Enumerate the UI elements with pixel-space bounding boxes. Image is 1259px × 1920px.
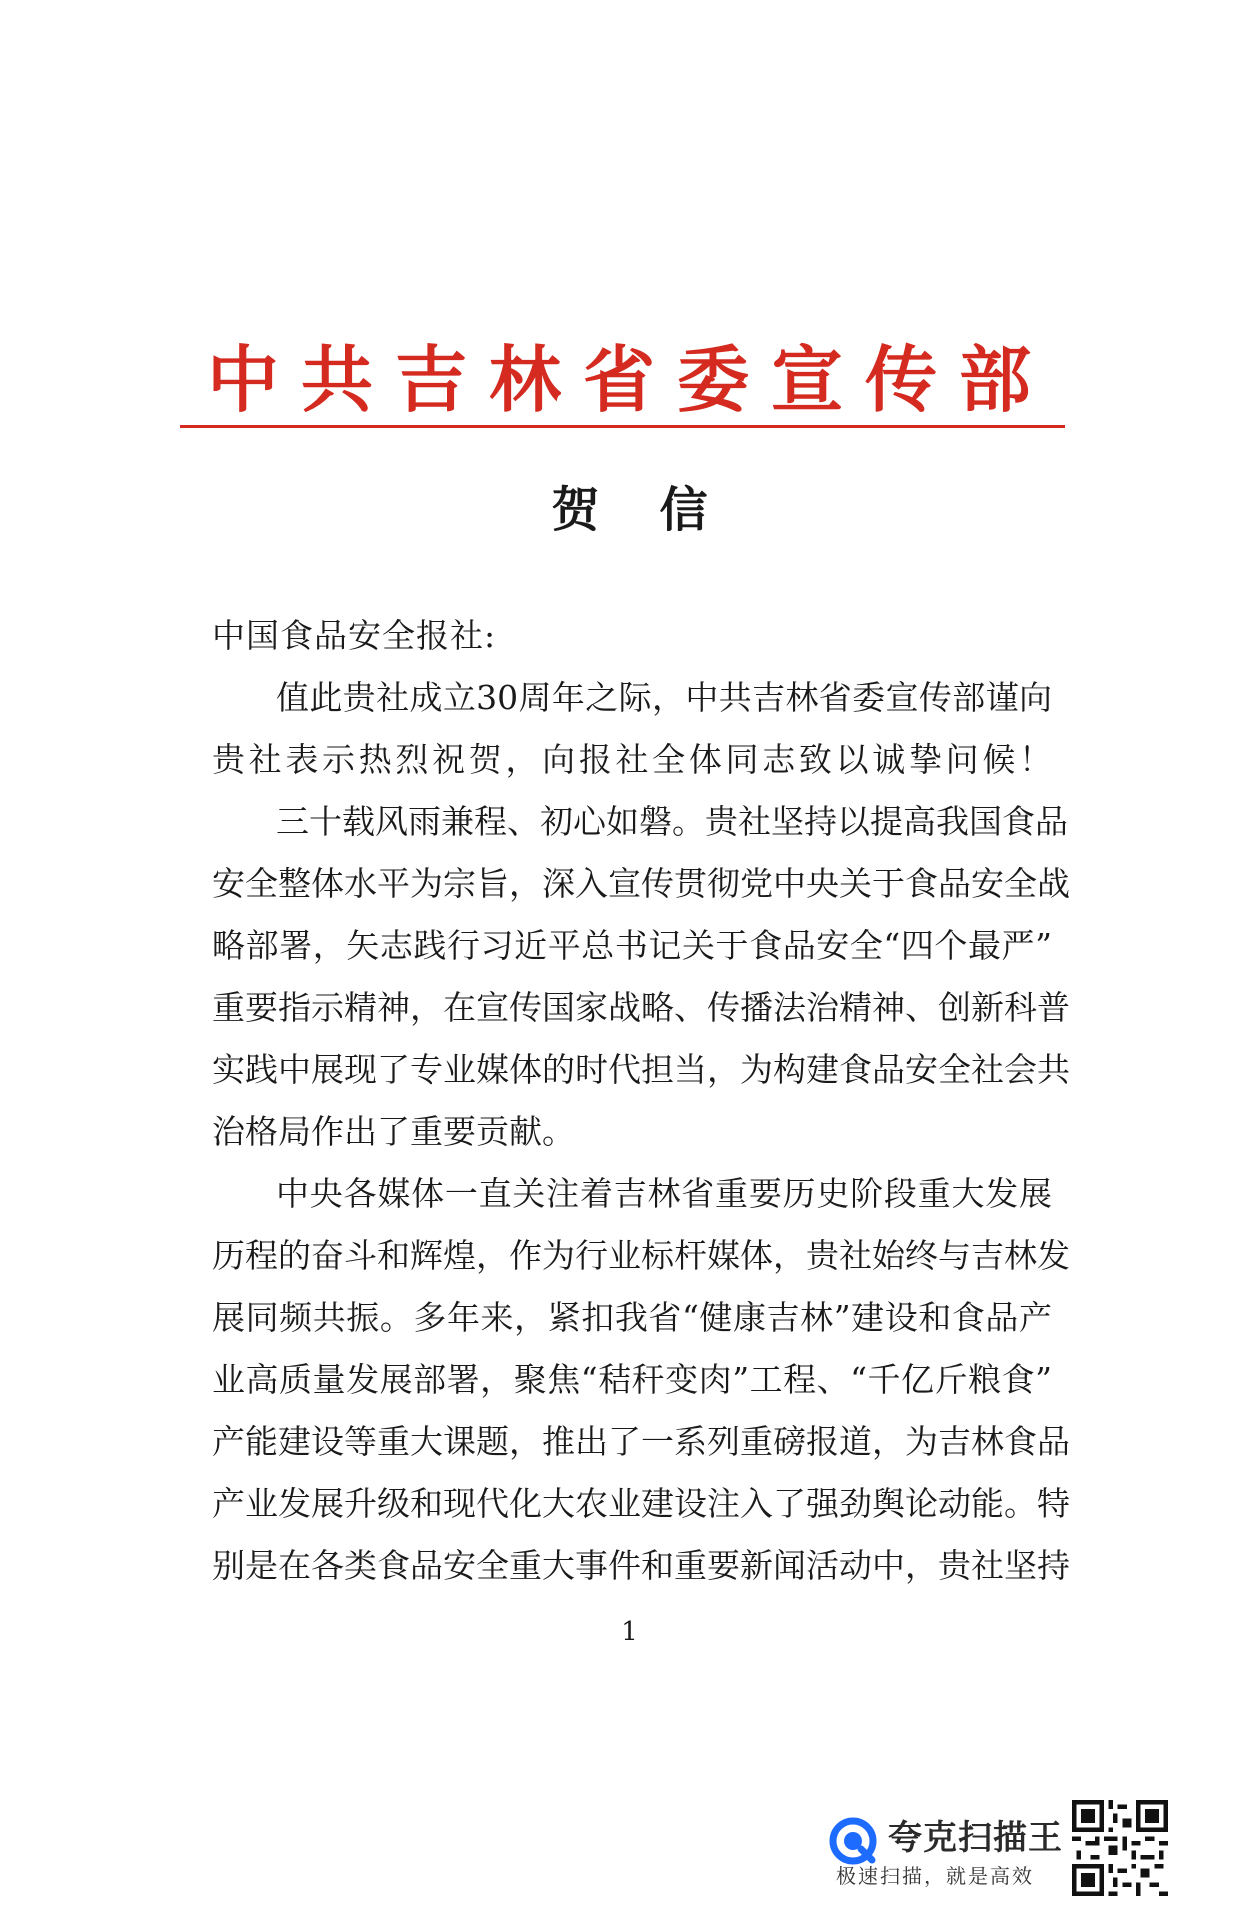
body-line: 略部署，矢志践行习近平总书记关于食品安全“四个最严” — [212, 926, 1052, 965]
body-line: 历程的奋斗和辉煌，作为行业标杆媒体，贵社始终与吉林发 — [212, 1236, 1070, 1275]
letterhead-issuer: 中共吉林省委宣传部 — [206, 337, 1053, 422]
body-line: 值此贵社成立30周年之际，中共吉林省委宣传部谨向 — [276, 678, 1052, 717]
salutation: 中国食品安全报社: — [212, 616, 497, 655]
qr-code-icon — [1072, 1800, 1168, 1896]
body-line: 安全整体水平为宗旨，深入宣传贯彻党中央关于食品安全战 — [212, 864, 1070, 903]
body-line: 治格局作出了重要贡献。 — [212, 1112, 575, 1151]
body-line: 实践中展现了专业媒体的时代担当，为构建食品安全社会共 — [212, 1050, 1070, 1089]
body-line: 中央各媒体一直关注着吉林省重要历史阶段重大发展 — [276, 1174, 1052, 1213]
body-line: 业高质量发展部署，聚焦“秸秆变肉”工程、“千亿斤粮食” — [212, 1360, 1052, 1399]
body-line: 产能建设等重大课题，推出了一系列重磅报道，为吉林食品 — [212, 1422, 1070, 1461]
body-line: 别是在各类食品安全重大事件和重要新闻活动中，贵社坚持 — [212, 1546, 1070, 1585]
scanner-slogan: 极速扫描，就是高效 — [836, 1864, 1034, 1888]
body-line: 三十载风雨兼程、初心如磐。贵社坚持以提高我国食品 — [276, 802, 1068, 841]
body-line: 重要指示精神，在宣传国家战略、传播法治精神、创新科普 — [212, 988, 1070, 1027]
body-line: 展同频共振。多年来，紧扣我省“健康吉林”建设和食品产 — [212, 1298, 1052, 1337]
body-line: 产业发展升级和现代化大农业建设注入了强劲舆论动能。特 — [212, 1484, 1070, 1523]
body-line: 贵社表示热烈祝贺，向报社全体同志致以诚挚问候！ — [212, 740, 1052, 779]
page-number: 1 — [621, 1617, 638, 1647]
quark-logo-icon — [828, 1816, 878, 1866]
letterhead-red-rule — [180, 425, 1065, 428]
scanner-watermark — [828, 1800, 1068, 1890]
document-title: 贺信 — [551, 482, 768, 538]
scanner-app-name: 夸克扫描王 — [888, 1818, 1063, 1858]
